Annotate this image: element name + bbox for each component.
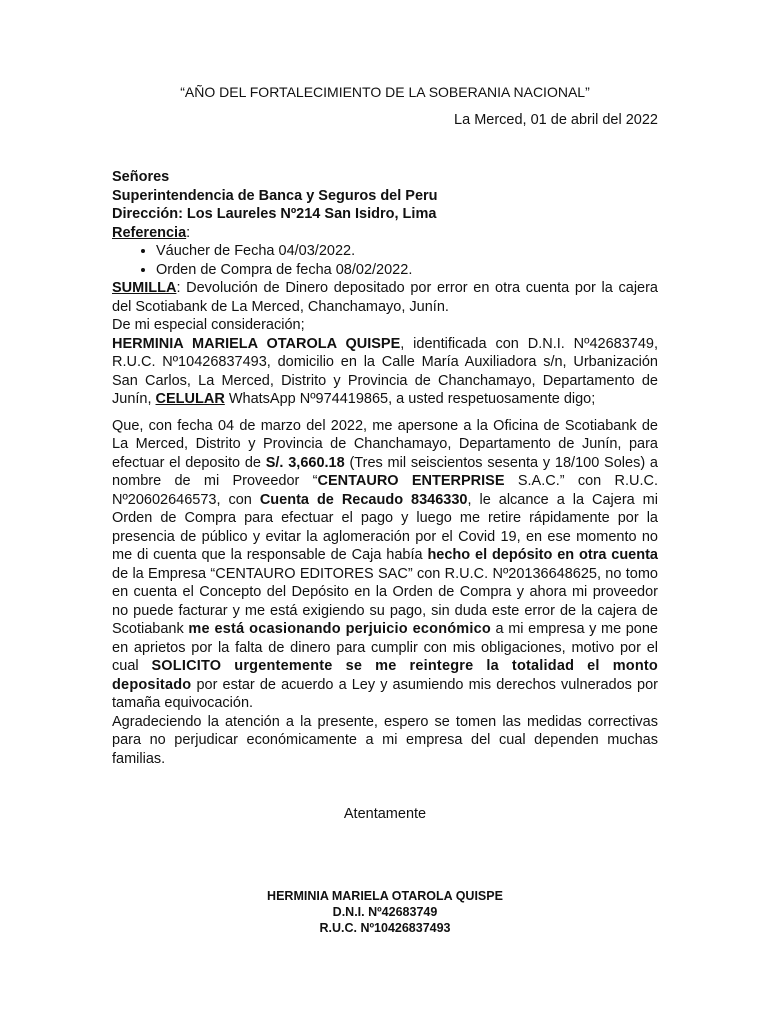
intro-paragraph [112, 335, 658, 409]
sumilla [112, 279, 658, 316]
harm-statement: me está ocasionando perjuicio económico [188, 621, 491, 637]
wrong-deposit: hecho el depósito en otra cuenta [427, 547, 659, 563]
body-text: Que, con fecha 04 de marzo del 2022, me apersone a la Oficina de Scotiabank de La Merced, Distrito y Provincia de Chanchamayo, Departamento de Junín, para efectuar el deposito de [112, 417, 658, 471]
signature-block [112, 888, 658, 936]
reference-label: Referencia [112, 224, 187, 241]
reference-heading [112, 224, 658, 243]
letter-body [112, 168, 658, 768]
recipient-address: Dirección: Los Laureles Nº214 San Isidro, Lima [112, 206, 437, 222]
signature-name: HERMINIA MARIELA OTAROLA QUISPE [267, 889, 503, 903]
letter-page [112, 0, 658, 1024]
provider-name: CENTAURO ENTERPRISE [317, 473, 505, 489]
account-number: Cuenta de Recaudo 8346330 [259, 491, 468, 508]
reference-item: • Váucher de Fecha 04/03/2022. [156, 242, 658, 261]
year-motto: “AÑO DEL FORTALECIMIENTO DE LA SOBERANIA NACIONAL” [180, 84, 590, 100]
body-text: a mi empresa y me pone en aprietos por la falta de dinero para cumplir con mis obligaciones, motivo por el cual [112, 621, 658, 674]
greeting: De mi especial consideración; [112, 317, 305, 333]
letter-date: La Merced, 01 de abril del 2022 [454, 112, 658, 128]
celular-label: CELULAR [155, 391, 225, 407]
reference-colon: : [186, 224, 191, 241]
thanks-paragraph: Agradeciendo la atención a la presente, espero se tomen las medidas correctivas para no perjudicar económicamente a mi empresa del cual dependen muchas familias. [112, 713, 658, 767]
sumilla-label: SUMILLA [112, 280, 177, 296]
intro-text-2: WhatsApp Nº974419865, a usted respetuosamente digo; [224, 391, 596, 407]
reference-list [112, 242, 658, 279]
intro-text: , identificada con D.N.I. Nº42683749, R.U.C. Nº10426837493, domicilio en la Calle María Auxiliadora s/n, Urbanización San Carlos, La Merced, Distrito y Provincia de Chanchamayo, Departamento de Junín, [112, 335, 658, 407]
body-text: S.A.C.” con R.U.C. Nº20602646573, con [112, 473, 659, 508]
sender-name: HERMINIA MARIELA OTAROLA QUISPE [112, 335, 401, 352]
body-text: (Tres mil seiscientos sesenta y 18/100 Soles) a nombre de mi Proveedor “ [112, 454, 658, 489]
refund-request: SOLICITO urgentemente se me reintegre la totalidad el monto depositado [112, 658, 658, 693]
reference-item: • Orden de Compra de fecha 08/02/2022. [156, 261, 658, 280]
body-text: por estar de acuerdo a Ley y asumiendo mis derechos vulnerados por tamaña equivocación. [112, 676, 658, 711]
signature-dni: D.N.I. Nº42683749 [332, 905, 438, 919]
body-text: de la Empresa “CENTAURO EDITORES SAC” con R.U.C. Nº20136648625, no tomo en cuenta el Concepto del Depósito en la Orden de Compra y ahora mi proveedor no puede facturar y me está exigiendo su pago, sin duda este error de la cajera de Scotiabank [112, 565, 658, 637]
main-paragraph [112, 417, 658, 713]
salutation: Señores [112, 169, 170, 185]
sumilla-text: : Devolución de Dinero depositado por error en otra cuenta por la cajera del Scotiabank de La Merced, Chanchamayo, Junín. [112, 280, 658, 315]
signature-ruc: R.U.C. Nº10426837493 [319, 921, 451, 935]
body-text: , le alcance a la Cajera mi Orden de Compra para efectuar el pago y luego me retire rápidamente por la presencia de público y evitar la aglomeración por el Covid 19, en ese momento no me di cuenta que la responsable de Caja había [112, 491, 658, 563]
closing: Atentamente [343, 806, 427, 822]
recipient-entity: Superintendencia de Banca y Seguros del Peru [112, 187, 438, 204]
deposit-amount: S/. 3,660.18 [265, 454, 345, 471]
